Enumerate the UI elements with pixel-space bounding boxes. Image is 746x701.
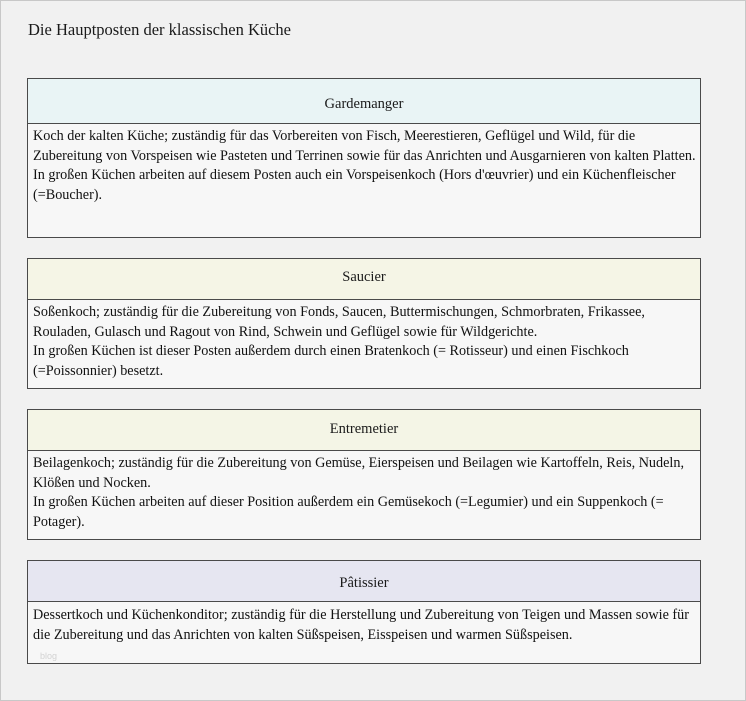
section-text: In großen Küchen arbeiten auf dieser Position außerdem ein Gemüsekoch (=Legumier) und ein Suppenkoch (= Potager).	[33, 494, 664, 530]
section-text: Beilagenkoch; zuständig für die Zubereitung von Gemüse, Eierspeisen und Beilagen wie Kartoffeln, Reis, Nudeln, Klößen und Nocken.	[33, 455, 685, 491]
section-gardemanger	[27, 78, 701, 238]
section-heading-gardemanger: Gardemanger	[28, 79, 700, 124]
section-entremetier	[27, 409, 701, 540]
section-body-entremetier	[28, 451, 700, 536]
section-patissier	[27, 560, 701, 664]
section-text: Koch der kalten Küche; zuständig für das Vorbereiten von Fisch, Meerestieren, Geflügel und Wild, für die Zubereitung von Vorspeisen wie Pasteten und Terrinen sowie für das Anrichten und Ausgarnieren von kalten Platten.	[33, 128, 696, 164]
section-heading-patissier: Pâtissier	[28, 561, 700, 602]
section-text: In großen Küchen ist dieser Posten außerdem durch einen Bratenkoch (= Rotisseur) und einen Fischkoch (=Poissonnier) besetzt.	[33, 343, 629, 379]
section-saucier	[27, 258, 701, 389]
section-text: In großen Küchen arbeiten auf diesem Posten auch ein Vorspeisenkoch (Hors d'œuvrier) und ein Küchenfleischer (=Boucher).	[33, 167, 676, 203]
section-body-gardemanger	[28, 124, 700, 209]
section-body-patissier	[28, 602, 700, 649]
section-body-saucier	[28, 300, 700, 385]
section-text: Soßenkoch; zuständig für die Zubereitung von Fonds, Saucen, Buttermischungen, Schmorbraten, Frikassee, Rouladen, Gulasch und Ragout von Rind, Schwein und Geflügel sowie für Wildgerichte.	[33, 304, 645, 340]
page-title: Die Hauptposten der klassischen Küche	[28, 20, 292, 39]
watermark: blog	[40, 651, 58, 661]
section-heading-entremetier: Entremetier	[28, 410, 700, 451]
section-heading-saucier: Saucier	[28, 259, 700, 300]
section-text: Dessertkoch und Küchenkonditor; zuständig für die Herstellung und Zubereitung von Teigen und Massen sowie für die Zubereitung und das Anrichten von kalten Süßspeisen, Eisspeisen und warmen Süßspeisen.	[33, 607, 689, 643]
